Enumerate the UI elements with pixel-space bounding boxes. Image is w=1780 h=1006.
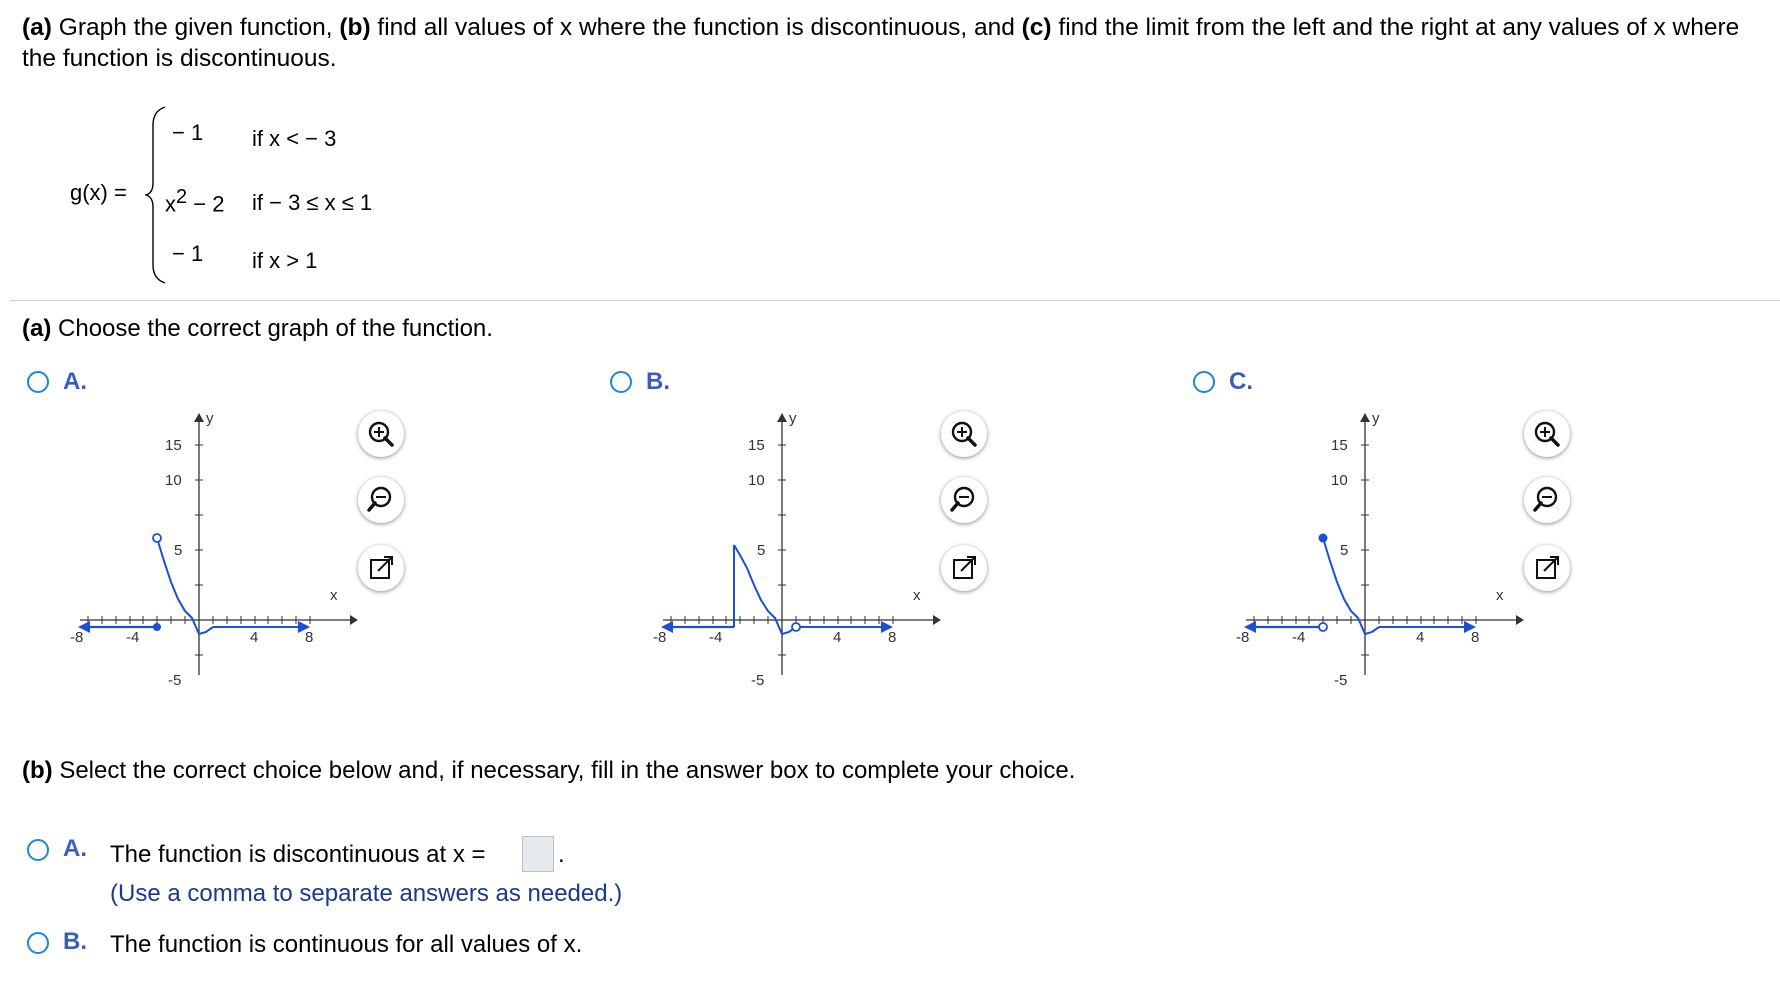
choice-a-period: . — [558, 841, 565, 868]
function-name: g(x) = — [70, 180, 127, 205]
graph-a-x-label: x — [330, 587, 338, 604]
piece2-base: x — [165, 191, 176, 217]
graph-a-ytick-m5: -5 — [168, 672, 182, 689]
graph-c-ytick-5: 5 — [1340, 542, 1349, 559]
option-c-radio[interactable] — [1193, 371, 1215, 393]
graph-b-zoom-out-button[interactable] — [941, 477, 987, 523]
graph-a — [60, 410, 360, 690]
graph-c-xtick-4: 4 — [1416, 629, 1425, 646]
choice-a-text: The function is discontinuous at x = — [110, 841, 486, 868]
option-c-letter: C. — [1229, 368, 1253, 395]
graph-c-ytick-10: 10 — [1331, 472, 1348, 489]
part-c-prefix: (c) — [1021, 14, 1052, 41]
zoom-in-icon — [941, 411, 987, 457]
question-text-3: find the limit from the left and the right at any values of x where the function is discontinuous. — [22, 14, 1740, 72]
graph-c-xtick-m4: -4 — [1292, 629, 1306, 646]
discontinuity-answer-input[interactable] — [522, 836, 554, 872]
zoom-out-icon — [1524, 477, 1570, 523]
option-b-letter: B. — [646, 368, 670, 395]
zoom-in-icon — [358, 411, 404, 457]
graph-b-xtick-4: 4 — [833, 629, 842, 646]
graph-b — [643, 410, 943, 690]
graph-b-xtick-m4: -4 — [709, 629, 723, 646]
piece3-condition: if x > 1 — [252, 248, 318, 273]
piece2-expression — [165, 186, 224, 217]
graph-c-zoom-in-button[interactable] — [1524, 411, 1570, 457]
graph-b-ytick-10: 10 — [748, 472, 765, 489]
piece2-exponent: 2 — [176, 186, 188, 208]
part-b-label: (b) — [22, 757, 53, 784]
graph-b-axes — [663, 413, 941, 675]
choice-a-letter: A. — [63, 835, 87, 862]
graph-c-y-label: y — [1372, 410, 1380, 427]
graph-c-xtick-8: 8 — [1471, 629, 1480, 646]
choice-b-radio[interactable] — [27, 932, 49, 954]
section-divider — [10, 300, 1780, 301]
choice-b-letter: B. — [63, 928, 87, 955]
part-a-prompt-text: Choose the correct graph of the function. — [51, 315, 493, 342]
graph-a-axes — [80, 413, 358, 675]
option-a-radio[interactable] — [27, 371, 49, 393]
graph-a-xtick-8: 8 — [305, 629, 314, 646]
graph-b-ytick-5: 5 — [757, 542, 766, 559]
graph-c-zoom-out-button[interactable] — [1524, 477, 1570, 523]
graph-b-y-label: y — [789, 410, 797, 427]
graph-c-popout-button[interactable] — [1524, 545, 1570, 591]
graph-b-xtick-m8: -8 — [653, 629, 667, 646]
graph-a-ytick-10: 10 — [165, 472, 182, 489]
graph-a-zoom-in-button[interactable] — [358, 411, 404, 457]
option-a-letter: A. — [63, 368, 87, 395]
popout-icon — [358, 545, 404, 591]
graph-c-ytick-15: 15 — [1331, 437, 1348, 454]
graph-a-xtick-m8: -8 — [70, 629, 84, 646]
graph-a-y-label: y — [206, 410, 214, 427]
option-b-radio[interactable] — [610, 371, 632, 393]
graph-a-ytick-15: 15 — [165, 437, 182, 454]
popout-icon — [941, 545, 987, 591]
popout-icon — [1524, 545, 1570, 591]
graph-c-x-label: x — [1496, 587, 1504, 604]
question-text-2: find all values of x where the function is discontinuous, and — [370, 14, 1022, 41]
graph-b-curve — [661, 545, 893, 634]
part-a-prefix: (a) — [22, 14, 52, 41]
graph-b-popout-button[interactable] — [941, 545, 987, 591]
piece2-condition: if − 3 ≤ x ≤ 1 — [252, 190, 373, 215]
piece2-rest: − 2 — [187, 191, 225, 217]
graph-c — [1226, 410, 1526, 690]
question-text-1: Graph the given function, — [51, 14, 340, 41]
graph-c-axes — [1246, 413, 1524, 675]
part-b-prefix: (b) — [339, 14, 371, 41]
graph-a-zoom-out-button[interactable] — [358, 477, 404, 523]
zoom-out-icon — [358, 477, 404, 523]
part-b-prompt — [22, 757, 1075, 785]
graph-a-curve — [78, 534, 310, 634]
graph-b-xtick-8: 8 — [888, 629, 897, 646]
graph-c-curve — [1244, 534, 1476, 635]
graph-a-xtick-4: 4 — [250, 629, 259, 646]
part-a-label: (a) — [22, 315, 52, 342]
question-text — [22, 12, 1762, 74]
zoom-out-icon — [941, 477, 987, 523]
graph-a-xtick-m4: -4 — [126, 629, 140, 646]
piece3-expression: − 1 — [172, 241, 204, 266]
graph-b-zoom-in-button[interactable] — [941, 411, 987, 457]
zoom-in-icon — [1524, 411, 1570, 457]
graph-a-ytick-5: 5 — [174, 542, 183, 559]
graph-c-xtick-m8: -8 — [1236, 629, 1250, 646]
part-a-prompt — [22, 315, 493, 343]
part-b-prompt-text: Select the correct choice below and, if necessary, fill in the answer box to complete your choice. — [52, 757, 1076, 784]
piece1-expression: − 1 — [172, 120, 204, 145]
graph-b-ytick-m5: -5 — [751, 672, 765, 689]
graph-b-x-label: x — [913, 587, 921, 604]
graph-b-ytick-15: 15 — [748, 437, 765, 454]
choice-b-text: The function is continuous for all values of x. — [110, 931, 583, 958]
choice-a-radio[interactable] — [27, 839, 49, 861]
choice-a-hint: (Use a comma to separate answers as needed.) — [110, 880, 623, 907]
graph-a-popout-button[interactable] — [358, 545, 404, 591]
piece1-condition: if x < − 3 — [252, 126, 337, 151]
graph-c-ytick-m5: -5 — [1334, 672, 1348, 689]
